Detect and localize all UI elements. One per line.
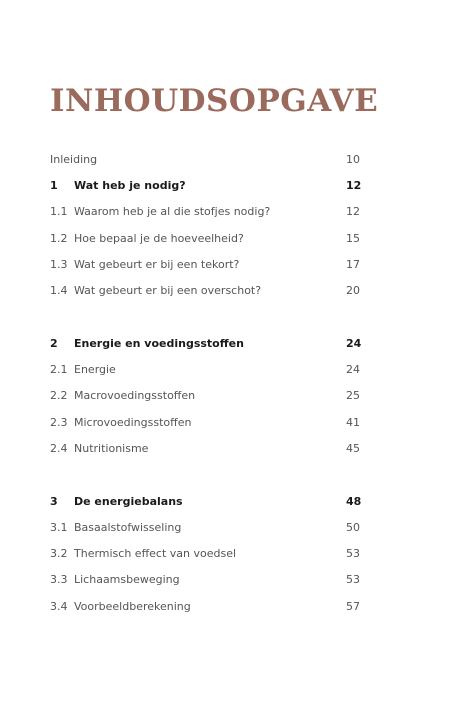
toc-entry-number: 1.4 [50, 284, 68, 298]
toc-entry-label: Hoe bepaal je de hoeveelheid? [74, 231, 244, 245]
toc-entry-number: 2.3 [50, 415, 68, 429]
toc-entry-page: 15 [346, 231, 360, 245]
toc-entry-number: 3.4 [50, 599, 68, 613]
toc-entry-number: 1.3 [50, 257, 68, 271]
toc-entry-number: 3.2 [50, 547, 68, 561]
page-title: INHOUDSOPGAVE [50, 83, 379, 119]
toc-entry-number: 3 [50, 494, 58, 508]
toc-entry-row [50, 251, 370, 277]
toc-entry-label: Thermisch effect van voedsel [74, 547, 237, 561]
toc-entry-label: Macrovoedingsstoffen [74, 389, 196, 403]
toc-entry-page: 50 [346, 520, 360, 534]
toc-entry-label: Wat gebeurt er bij een tekort? [74, 257, 240, 271]
toc-entry-row [50, 540, 370, 566]
toc-entry-page: 20 [346, 284, 360, 298]
toc-entry-label: Voorbeeldberekening [74, 599, 191, 613]
toc-entry-number: 1.2 [50, 231, 68, 245]
toc-entry-page: 12 [346, 178, 362, 192]
toc-entry-label: Wat heb je nodig? [74, 178, 186, 192]
section-spacer [50, 304, 370, 330]
toc-entry-label: Microvoedingsstoffen [74, 415, 192, 429]
toc-chapter-row [50, 488, 370, 514]
toc-entry-row [50, 409, 370, 435]
toc-entry-page: 17 [346, 257, 360, 271]
toc-chapter-row [50, 330, 370, 356]
toc-entry-page: 12 [346, 205, 360, 219]
toc-entry-page: 53 [346, 547, 360, 561]
toc-entry-label: De energiebalans [74, 494, 183, 508]
toc-entry-page: 25 [346, 389, 360, 403]
toc-entry-page: 41 [346, 415, 360, 429]
toc-entry-row [50, 593, 370, 619]
toc-entry-row [50, 356, 370, 382]
toc-entry-label: Energie en voedingsstoffen [74, 336, 244, 350]
toc-entry-number: 1 [50, 178, 58, 192]
toc-entry-page: 24 [346, 363, 360, 377]
toc-entry-number: 2.4 [50, 441, 68, 455]
section-spacer [50, 462, 370, 488]
toc-entry-number: 1.1 [50, 205, 68, 219]
toc-entry-row [50, 567, 370, 593]
toc-entry-row [50, 514, 370, 540]
toc-entry-number: 2.2 [50, 389, 68, 403]
toc-entry-row [50, 225, 370, 251]
toc-chapter-row [50, 172, 370, 198]
toc-entry-page: 48 [346, 494, 362, 508]
toc-entry-number: 3.3 [50, 573, 68, 587]
toc-entry-label: Nutritionisme [74, 441, 149, 455]
toc-entry-number: 2 [50, 336, 58, 350]
toc-entry-page: 53 [346, 573, 360, 587]
toc-entry-label: Inleiding [50, 152, 98, 166]
table-of-contents [50, 146, 370, 619]
toc-entry-row [50, 383, 370, 409]
toc-entry-page: 24 [346, 336, 362, 350]
toc-entry-page: 57 [346, 599, 360, 613]
toc-entry-label: Lichaamsbeweging [74, 573, 180, 587]
toc-entry-row [50, 277, 370, 303]
toc-entry-page: 10 [346, 152, 360, 166]
toc-entry-number: 3.1 [50, 520, 68, 534]
toc-entry-row [50, 199, 370, 225]
toc-entry-row [50, 435, 370, 461]
toc-entry-label: Energie [74, 363, 116, 377]
toc-entry-page: 45 [346, 441, 360, 455]
toc-entry-label: Basaalstofwisseling [74, 520, 182, 534]
toc-entry-row [50, 146, 370, 172]
toc-entry-label: Wat gebeurt er bij een overschot? [74, 284, 262, 298]
toc-entry-number: 2.1 [50, 363, 68, 377]
toc-entry-label: Waarom heb je al die stofjes nodig? [74, 205, 271, 219]
